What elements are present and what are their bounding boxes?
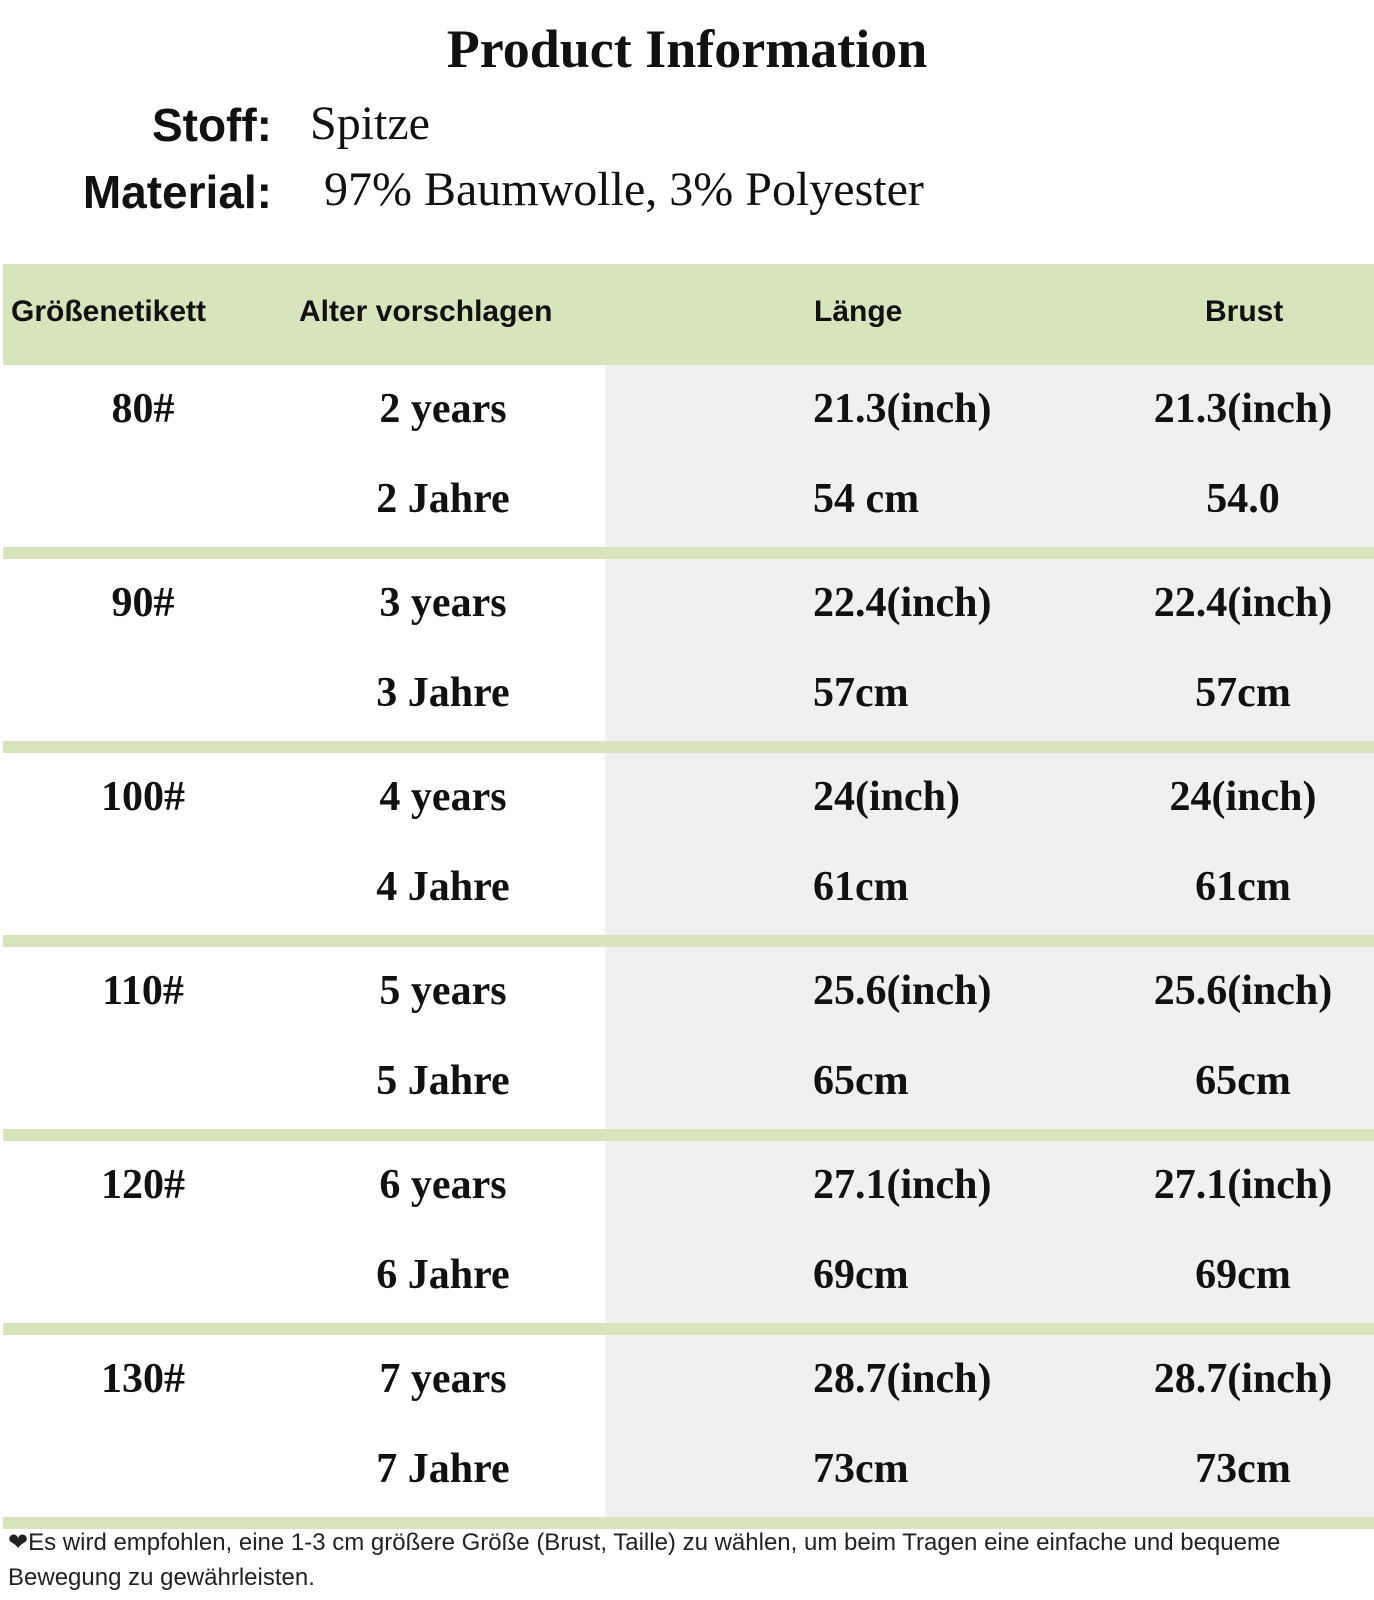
- fabric-label: Stoff:: [151, 99, 272, 151]
- age-en-cell: 6 years: [379, 1162, 507, 1208]
- length-inch-cell: 22.4(inch): [813, 580, 992, 626]
- table-row: [3, 365, 1374, 559]
- age-de-cell: 5 Jahre: [376, 1058, 510, 1104]
- age-de-cell: 2 Jahre: [376, 476, 510, 522]
- age-de-cell: 4 Jahre: [376, 864, 510, 910]
- length-inch-cell: 24(inch): [813, 774, 960, 820]
- size-cell: 120#: [101, 1162, 185, 1208]
- age-en-cell: 3 years: [379, 580, 507, 626]
- size-cell: 90#: [111, 580, 175, 626]
- material-label: Material:: [82, 166, 272, 218]
- age-en-cell: 5 years: [379, 968, 507, 1014]
- age-de-cell: 3 Jahre: [376, 670, 510, 716]
- sizing-recommendation-note: ❤Es wird empfohlen, eine 1-3 cm größere Größe (Brust, Taille) zu wählen, um beim Tragen eine einfache und bequeme Bewegung zu gewährleisten.: [8, 1529, 1281, 1591]
- age-de-cell: 6 Jahre: [376, 1252, 510, 1298]
- fabric-value: Spitze: [310, 97, 430, 150]
- table-row: [3, 1335, 1374, 1529]
- header-size-label: Größenetikett: [11, 295, 207, 328]
- chest-inch-cell: 25.6(inch): [1153, 968, 1333, 1014]
- age-de-cell: 7 Jahre: [376, 1446, 510, 1492]
- chest-inch-cell: 21.3(inch): [1153, 386, 1333, 432]
- table-row: [3, 947, 1374, 1141]
- table-row: [3, 559, 1374, 753]
- material-value: 97% Baumwolle, 3% Polyester: [324, 163, 924, 216]
- age-en-cell: 2 years: [379, 386, 507, 432]
- header-suggested-age: Alter vorschlagen: [299, 295, 553, 328]
- page-title: Product Information: [446, 19, 928, 79]
- length-inch-cell: 27.1(inch): [813, 1162, 992, 1208]
- length-cm-cell: 54 cm: [813, 476, 920, 522]
- age-en-cell: 7 years: [379, 1356, 507, 1402]
- length-cm-cell: 73cm: [813, 1446, 909, 1492]
- length-cm-cell: 57cm: [813, 670, 909, 716]
- age-en-cell: 4 years: [379, 774, 507, 820]
- size-cell: 110#: [102, 968, 184, 1014]
- length-inch-cell: 28.7(inch): [813, 1356, 992, 1402]
- length-cm-cell: 65cm: [813, 1058, 909, 1104]
- size-cell: 130#: [101, 1356, 185, 1402]
- chest-inch-cell: 24(inch): [1169, 774, 1317, 820]
- table-header-row: [3, 264, 1374, 365]
- length-cm-cell: 69cm: [813, 1252, 909, 1298]
- chest-cm-cell: 69cm: [1195, 1252, 1291, 1298]
- chest-inch-cell: 27.1(inch): [1153, 1162, 1333, 1208]
- size-table: [3, 264, 1374, 1529]
- size-cell: 80#: [111, 386, 175, 432]
- length-inch-cell: 25.6(inch): [813, 968, 992, 1014]
- chest-inch-cell: 22.4(inch): [1153, 580, 1333, 626]
- chest-cm-cell: 54.0: [1206, 476, 1280, 522]
- table-row: [3, 753, 1374, 947]
- length-cm-cell: 61cm: [813, 864, 909, 910]
- table-row: [3, 1141, 1374, 1335]
- chest-cm-cell: 73cm: [1195, 1446, 1291, 1492]
- size-cell: 100#: [101, 774, 185, 820]
- length-inch-cell: 21.3(inch): [813, 386, 992, 432]
- header-length: Länge: [814, 295, 903, 328]
- header-chest: Brust: [1205, 295, 1284, 328]
- chest-cm-cell: 65cm: [1195, 1058, 1291, 1104]
- chest-cm-cell: 57cm: [1195, 670, 1291, 716]
- chest-inch-cell: 28.7(inch): [1153, 1356, 1333, 1402]
- chest-cm-cell: 61cm: [1195, 864, 1291, 910]
